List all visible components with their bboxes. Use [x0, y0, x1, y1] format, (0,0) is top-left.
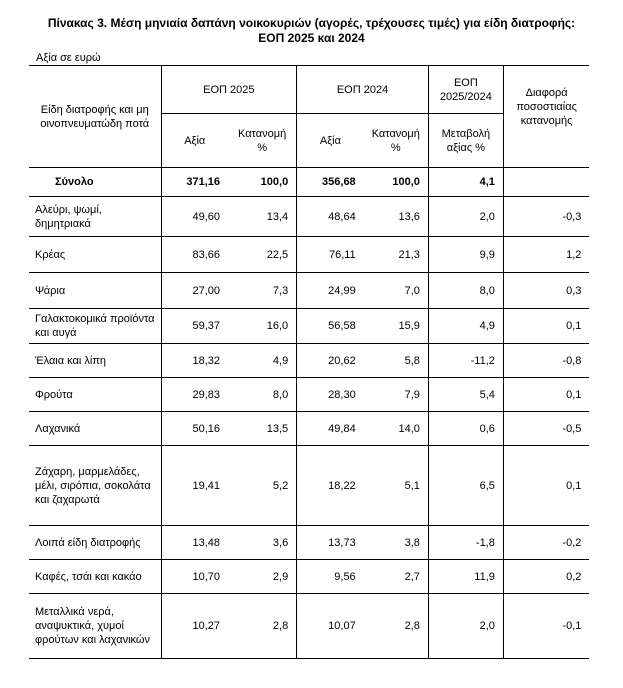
- cell-value-change: 9,9: [428, 237, 503, 273]
- cell-distribution-diff: -0,5: [503, 412, 589, 446]
- header-eop-2024: ΕΟΠ 2024: [297, 66, 429, 114]
- cell-value-2024: 356,68: [297, 168, 364, 197]
- cell-value-change: -11,2: [428, 344, 503, 378]
- table-row: [29, 560, 589, 594]
- header-value-2025: Αξία: [161, 114, 228, 168]
- cell-value-2025: 50,16: [161, 412, 228, 446]
- food-expenditure-table: [29, 65, 589, 659]
- cell-distribution-2025: 2,8: [228, 594, 297, 659]
- cell-value-2024: 56,58: [297, 309, 364, 344]
- cell-value-2025: 10,70: [161, 560, 228, 594]
- row-name: Φρούτα: [29, 378, 161, 412]
- cell-distribution-2024: 2,8: [364, 594, 429, 659]
- table-title: [0, 16, 623, 46]
- cell-value-2024: 20,62: [297, 344, 364, 378]
- row-name: Ψάρια: [29, 273, 161, 309]
- cell-value-2024: 49,84: [297, 412, 364, 446]
- table-row: [29, 446, 589, 526]
- cell-distribution-2024: 7,9: [364, 378, 429, 412]
- cell-value-2025: 59,37: [161, 309, 228, 344]
- table-row: [29, 526, 589, 560]
- cell-value-2025: 13,48: [161, 526, 228, 560]
- cell-distribution-2025: 22,5: [228, 237, 297, 273]
- cell-distribution-2024: 21,3: [364, 237, 429, 273]
- cell-distribution-2024: 7,0: [364, 273, 429, 309]
- cell-distribution-2024: 2,7: [364, 560, 429, 594]
- header-value-2024: Αξία: [297, 114, 364, 168]
- cell-value-change: 0,6: [428, 412, 503, 446]
- cell-value-change: 5,4: [428, 378, 503, 412]
- cell-value-change: 6,5: [428, 446, 503, 526]
- table-row: [29, 273, 589, 309]
- cell-value-2024: 9,56: [297, 560, 364, 594]
- cell-value-2025: 19,41: [161, 446, 228, 526]
- cell-value-2025: 49,60: [161, 197, 228, 237]
- cell-value-2024: 18,22: [297, 446, 364, 526]
- cell-value-2024: 28,30: [297, 378, 364, 412]
- table-row-total: [29, 168, 589, 197]
- cell-distribution-2025: 5,2: [228, 446, 297, 526]
- cell-distribution-2024: 13,6: [364, 197, 429, 237]
- cell-value-2025: 27,00: [161, 273, 228, 309]
- row-name: Λαχανικά: [29, 412, 161, 446]
- cell-value-2024: 24,99: [297, 273, 364, 309]
- title-line-2: ΕΟΠ 2025 και 2024: [258, 31, 365, 45]
- unit-label: Αξία σε ευρώ: [36, 52, 101, 64]
- cell-value-change: 11,9: [428, 560, 503, 594]
- table-row: [29, 237, 589, 273]
- row-name: Λοιπά είδη διατροφής: [29, 526, 161, 560]
- cell-distribution-diff: [503, 168, 589, 197]
- header-distribution-2024: Κατανομή %: [371, 127, 420, 154]
- cell-distribution-2024: 5,1: [364, 446, 429, 526]
- table-row: [29, 197, 589, 237]
- cell-distribution-diff: 0,3: [503, 273, 589, 309]
- cell-value-change: -1,8: [428, 526, 503, 560]
- cell-value-2025: 83,66: [161, 237, 228, 273]
- cell-value-change: 4,9: [428, 309, 503, 344]
- table-row: [29, 309, 589, 344]
- table-row: [29, 378, 589, 412]
- cell-value-2025: 18,32: [161, 344, 228, 378]
- header-eop-2025: ΕΟΠ 2025: [161, 66, 297, 114]
- row-name: Γαλακτοκομικά προϊόντα και αυγά: [29, 309, 161, 344]
- cell-distribution-diff: -0,2: [503, 526, 589, 560]
- cell-value-2025: 10,27: [161, 594, 228, 659]
- row-name: Καφές, τσάι και κακάο: [29, 560, 161, 594]
- cell-distribution-2025: 13,5: [228, 412, 297, 446]
- header-distribution-diff: Διαφορά ποσοστιαίας κατανομής: [503, 66, 589, 168]
- row-name: Ζάχαρη, μαρμελάδες, μέλι, σιρόπια, σοκολάτα και ζαχαρωτά: [29, 446, 161, 526]
- row-name: Αλεύρι, ψωμί, δημητριακά: [29, 197, 161, 237]
- row-name: Μεταλλικά νερά, αναψυκτικά, χυμοί φρούτων και λαχανικών: [29, 594, 161, 659]
- cell-value-change: 2,0: [428, 197, 503, 237]
- cell-distribution-2025: 13,4: [228, 197, 297, 237]
- cell-value-2024: 13,73: [297, 526, 364, 560]
- table-row: [29, 594, 589, 659]
- cell-value-2024: 48,64: [297, 197, 364, 237]
- cell-value-change: 2,0: [428, 594, 503, 659]
- row-name: Σύνολο: [29, 168, 161, 197]
- cell-distribution-2024: 14,0: [364, 412, 429, 446]
- cell-distribution-diff: -0,8: [503, 344, 589, 378]
- cell-value-change: 8,0: [428, 273, 503, 309]
- cell-distribution-diff: 1,2: [503, 237, 589, 273]
- title-line-1: Πίνακας 3. Μέση μηνιαία δαπάνη νοικοκυριών (αγορές, τρέχουσες τιμές) για είδη διατροφής:: [47, 16, 576, 30]
- cell-distribution-2024: 15,9: [364, 309, 429, 344]
- header-value-change: Μεταβολή αξίας %: [428, 114, 503, 168]
- cell-value-change: 4,1: [428, 168, 503, 197]
- cell-value-2025: 371,16: [161, 168, 228, 197]
- cell-distribution-2025: 16,0: [228, 309, 297, 344]
- cell-distribution-diff: 0,1: [503, 309, 589, 344]
- header-category: Είδη διατροφής και μη οινοπνευματώδη ποτά: [29, 66, 161, 168]
- cell-distribution-2025: 8,0: [228, 378, 297, 412]
- row-name: Έλαια και λίπη: [29, 344, 161, 378]
- header-eop-change-top: ΕΟΠ 2025/2024: [428, 66, 503, 114]
- cell-value-2025: 29,83: [161, 378, 228, 412]
- cell-distribution-diff: 0,1: [503, 446, 589, 526]
- cell-distribution-diff: 0,1: [503, 378, 589, 412]
- table-row: [29, 412, 589, 446]
- cell-distribution-diff: -0,1: [503, 594, 589, 659]
- cell-value-2024: 76,11: [297, 237, 364, 273]
- cell-value-2024: 10,07: [297, 594, 364, 659]
- cell-distribution-2024: 5,8: [364, 344, 429, 378]
- cell-distribution-diff: 0,2: [503, 560, 589, 594]
- table-row: [29, 344, 589, 378]
- header-row-1: [29, 66, 589, 114]
- cell-distribution-2025: 7,3: [228, 273, 297, 309]
- cell-distribution-2024: 3,8: [364, 526, 429, 560]
- cell-distribution-2024: 100,0: [364, 168, 429, 197]
- cell-distribution-2025: 4,9: [228, 344, 297, 378]
- cell-distribution-2025: 100,0: [228, 168, 297, 197]
- cell-distribution-diff: -0,3: [503, 197, 589, 237]
- cell-distribution-2025: 3,6: [228, 526, 297, 560]
- cell-distribution-2025: 2,9: [228, 560, 297, 594]
- row-name: Κρέας: [29, 237, 161, 273]
- header-distribution-2025: Κατανομή %: [238, 127, 287, 154]
